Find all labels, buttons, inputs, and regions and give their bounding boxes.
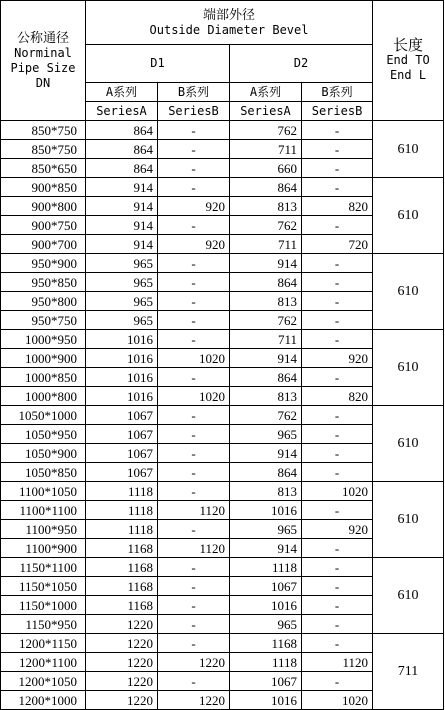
cell-d2-series-a: 914 bbox=[230, 254, 302, 273]
header-dn-cn: 公称通径 bbox=[16, 30, 69, 46]
cell-length: 711 bbox=[373, 634, 444, 710]
cell-d1-series-a: 965 bbox=[86, 254, 158, 273]
cell-d2-series-a: 813 bbox=[230, 387, 302, 406]
cell-d1-series-a: 864 bbox=[86, 121, 158, 140]
cell-d1-series-a: 1067 bbox=[86, 463, 158, 482]
table-row bbox=[1, 406, 444, 425]
cell-d2-series-b: - bbox=[302, 273, 373, 292]
cell-dn: 1000*850 bbox=[1, 368, 86, 387]
cell-length: 610 bbox=[373, 558, 444, 634]
cell-dn: 1050*950 bbox=[1, 425, 86, 444]
cell-d1-series-a: 1067 bbox=[86, 444, 158, 463]
table-row bbox=[1, 634, 444, 653]
cell-length: 610 bbox=[373, 121, 444, 178]
cell-d1-series-b: - bbox=[158, 577, 230, 596]
cell-d1-series-b: - bbox=[158, 596, 230, 615]
cell-d1-series-a: 864 bbox=[86, 159, 158, 178]
header-outside-diameter bbox=[86, 1, 373, 45]
cell-d2-series-b: 720 bbox=[302, 235, 373, 254]
cell-d1-series-b: - bbox=[158, 216, 230, 235]
cell-dn: 1100*900 bbox=[1, 539, 86, 558]
cell-dn: 1150*1100 bbox=[1, 558, 86, 577]
header-nominal-pipe-size bbox=[1, 1, 86, 121]
cell-d2-series-a: 1168 bbox=[230, 634, 302, 653]
cell-d1-series-b: - bbox=[158, 159, 230, 178]
cell-d1-series-b: - bbox=[158, 292, 230, 311]
header-dn-en1: Norminal bbox=[14, 45, 72, 60]
cell-dn: 1050*850 bbox=[1, 463, 86, 482]
cell-dn: 1200*1150 bbox=[1, 634, 86, 653]
cell-d1-series-b: - bbox=[158, 634, 230, 653]
cell-d1-series-a: 1168 bbox=[86, 558, 158, 577]
cell-d2-series-b: - bbox=[302, 330, 373, 349]
cell-d2-series-a: 914 bbox=[230, 349, 302, 368]
cell-d2-series-b: - bbox=[302, 444, 373, 463]
cell-dn: 950*750 bbox=[1, 311, 86, 330]
cell-d2-series-b: - bbox=[302, 596, 373, 615]
cell-dn: 1200*1050 bbox=[1, 672, 86, 691]
cell-d1-series-b: - bbox=[158, 121, 230, 140]
cell-dn: 900*750 bbox=[1, 216, 86, 235]
cell-d2-series-a: 965 bbox=[230, 520, 302, 539]
cell-d1-series-b: 920 bbox=[158, 235, 230, 254]
cell-d2-series-a: 762 bbox=[230, 406, 302, 425]
cell-d1-series-a: 1168 bbox=[86, 539, 158, 558]
cell-d2-series-b: - bbox=[302, 501, 373, 520]
cell-d1-series-a: 1016 bbox=[86, 387, 158, 406]
cell-dn: 1000*950 bbox=[1, 330, 86, 349]
header-d2-series-b-cn: B系列 bbox=[302, 83, 373, 102]
cell-dn: 1100*1050 bbox=[1, 482, 86, 501]
cell-d1-series-b: - bbox=[158, 368, 230, 387]
cell-d2-series-b: - bbox=[302, 159, 373, 178]
cell-d1-series-b: - bbox=[158, 254, 230, 273]
cell-d2-series-b: - bbox=[302, 216, 373, 235]
table-row bbox=[1, 330, 444, 349]
cell-d2-series-a: 711 bbox=[230, 235, 302, 254]
cell-d1-series-a: 1220 bbox=[86, 653, 158, 672]
header-outside-cn: 端部外径 bbox=[203, 7, 256, 23]
cell-d2-series-a: 1016 bbox=[230, 596, 302, 615]
header-length-en1: End TO bbox=[386, 53, 430, 67]
cell-dn: 850*750 bbox=[1, 140, 86, 159]
cell-d2-series-a: 864 bbox=[230, 273, 302, 292]
cell-dn: 950*900 bbox=[1, 254, 86, 273]
cell-d1-series-b: - bbox=[158, 425, 230, 444]
cell-d1-series-a: 1067 bbox=[86, 406, 158, 425]
cell-d2-series-b: - bbox=[302, 254, 373, 273]
cell-d2-series-b: - bbox=[302, 292, 373, 311]
cell-d2-series-b: 920 bbox=[302, 349, 373, 368]
cell-d2-series-b: - bbox=[302, 558, 373, 577]
cell-d2-series-a: 1067 bbox=[230, 577, 302, 596]
cell-d2-series-b: - bbox=[302, 406, 373, 425]
cell-dn: 900*850 bbox=[1, 178, 86, 197]
cell-d1-series-b: - bbox=[158, 520, 230, 539]
cell-d1-series-a: 1118 bbox=[86, 520, 158, 539]
cell-dn: 850*650 bbox=[1, 159, 86, 178]
cell-d1-series-a: 1220 bbox=[86, 634, 158, 653]
cell-dn: 1150*1050 bbox=[1, 577, 86, 596]
table-row bbox=[1, 178, 444, 197]
cell-d1-series-b: - bbox=[158, 140, 230, 159]
cell-d1-series-b: 920 bbox=[158, 197, 230, 216]
cell-d2-series-b: 1120 bbox=[302, 653, 373, 672]
cell-dn: 900*700 bbox=[1, 235, 86, 254]
cell-dn: 1000*900 bbox=[1, 349, 86, 368]
header-length bbox=[373, 1, 444, 121]
cell-d1-series-a: 1168 bbox=[86, 596, 158, 615]
cell-d2-series-a: 864 bbox=[230, 368, 302, 387]
header-d2: D2 bbox=[230, 45, 373, 83]
cell-d2-series-a: 965 bbox=[230, 615, 302, 634]
cell-d2-series-b: 820 bbox=[302, 387, 373, 406]
cell-d2-series-a: 864 bbox=[230, 178, 302, 197]
cell-d2-series-a: 1118 bbox=[230, 653, 302, 672]
cell-d2-series-a: 813 bbox=[230, 197, 302, 216]
cell-d2-series-b: 920 bbox=[302, 520, 373, 539]
table-row bbox=[1, 121, 444, 140]
cell-d1-series-a: 965 bbox=[86, 311, 158, 330]
cell-d2-series-a: 1016 bbox=[230, 501, 302, 520]
header-length-cn: 长度 bbox=[393, 36, 424, 54]
cell-d2-series-a: 762 bbox=[230, 311, 302, 330]
cell-d2-series-b: 820 bbox=[302, 197, 373, 216]
cell-dn: 1050*1000 bbox=[1, 406, 86, 425]
cell-d2-series-b: - bbox=[302, 539, 373, 558]
cell-d2-series-a: 762 bbox=[230, 121, 302, 140]
cell-d1-series-a: 1220 bbox=[86, 691, 158, 710]
cell-d1-series-a: 1118 bbox=[86, 482, 158, 501]
cell-d1-series-a: 1067 bbox=[86, 425, 158, 444]
cell-d1-series-b: - bbox=[158, 444, 230, 463]
cell-dn: 1050*900 bbox=[1, 444, 86, 463]
header-d1-series-b-en: SeriesB bbox=[158, 102, 230, 121]
cell-d2-series-b: 1020 bbox=[302, 691, 373, 710]
cell-d2-series-a: 660 bbox=[230, 159, 302, 178]
cell-d2-series-b: - bbox=[302, 121, 373, 140]
cell-d2-series-b: - bbox=[302, 672, 373, 691]
cell-d1-series-b: - bbox=[158, 273, 230, 292]
cell-d1-series-a: 1168 bbox=[86, 577, 158, 596]
cell-d1-series-a: 914 bbox=[86, 235, 158, 254]
header-dn-en2: Pipe Size bbox=[10, 60, 76, 75]
cell-d1-series-a: 864 bbox=[86, 140, 158, 159]
cell-d2-series-a: 914 bbox=[230, 539, 302, 558]
cell-d2-series-b: - bbox=[302, 311, 373, 330]
cell-d2-series-b: - bbox=[302, 425, 373, 444]
cell-d1-series-a: 1016 bbox=[86, 349, 158, 368]
cell-d2-series-a: 1067 bbox=[230, 672, 302, 691]
header-d2-series-a-cn: A系列 bbox=[230, 83, 302, 102]
cell-d1-series-a: 965 bbox=[86, 292, 158, 311]
cell-d2-series-b: - bbox=[302, 368, 373, 387]
cell-dn: 1150*950 bbox=[1, 615, 86, 634]
cell-d1-series-b: - bbox=[158, 463, 230, 482]
cell-d1-series-a: 1016 bbox=[86, 330, 158, 349]
cell-d1-series-a: 1220 bbox=[86, 615, 158, 634]
cell-d2-series-a: 1016 bbox=[230, 691, 302, 710]
cell-d2-series-a: 711 bbox=[230, 140, 302, 159]
cell-length: 610 bbox=[373, 178, 444, 254]
header-d1-series-a-cn: A系列 bbox=[86, 83, 158, 102]
cell-d1-series-b: - bbox=[158, 672, 230, 691]
cell-d1-series-a: 1016 bbox=[86, 368, 158, 387]
header-d2-series-b-en: SeriesB bbox=[302, 102, 373, 121]
cell-d2-series-b: - bbox=[302, 178, 373, 197]
cell-d2-series-b: - bbox=[302, 140, 373, 159]
cell-dn: 1150*1000 bbox=[1, 596, 86, 615]
cell-d1-series-b: 1020 bbox=[158, 349, 230, 368]
header-dn-en3: DN bbox=[35, 75, 51, 90]
cell-d2-series-a: 711 bbox=[230, 330, 302, 349]
cell-d2-series-a: 813 bbox=[230, 482, 302, 501]
header-d1-series-b-cn: B系列 bbox=[158, 83, 230, 102]
header-outside-en: Outside Diameter Bevel bbox=[149, 22, 309, 37]
cell-d2-series-b: - bbox=[302, 615, 373, 634]
cell-dn: 1200*1100 bbox=[1, 653, 86, 672]
table-row bbox=[1, 558, 444, 577]
cell-d1-series-b: 1220 bbox=[158, 653, 230, 672]
header-d1-series-a-en: SeriesA bbox=[86, 102, 158, 121]
cell-d2-series-a: 1118 bbox=[230, 558, 302, 577]
cell-d2-series-a: 864 bbox=[230, 463, 302, 482]
cell-d1-series-b: 1220 bbox=[158, 691, 230, 710]
cell-length: 610 bbox=[373, 330, 444, 406]
cell-length: 610 bbox=[373, 406, 444, 482]
cell-d1-series-b: - bbox=[158, 406, 230, 425]
cell-d1-series-a: 914 bbox=[86, 178, 158, 197]
table-row bbox=[1, 482, 444, 501]
cell-d1-series-b: - bbox=[158, 178, 230, 197]
cell-d2-series-a: 965 bbox=[230, 425, 302, 444]
header-d2-series-a-en: SeriesA bbox=[230, 102, 302, 121]
table-row bbox=[1, 254, 444, 273]
header-d1: D1 bbox=[86, 45, 230, 83]
cell-dn: 900*800 bbox=[1, 197, 86, 216]
cell-d1-series-b: 1120 bbox=[158, 539, 230, 558]
cell-d2-series-a: 762 bbox=[230, 216, 302, 235]
cell-d1-series-a: 1220 bbox=[86, 672, 158, 691]
cell-d1-series-b: 1120 bbox=[158, 501, 230, 520]
cell-d2-series-a: 914 bbox=[230, 444, 302, 463]
cell-dn: 1200*1000 bbox=[1, 691, 86, 710]
cell-d1-series-b: - bbox=[158, 482, 230, 501]
cell-dn: 1100*1100 bbox=[1, 501, 86, 520]
cell-dn: 850*750 bbox=[1, 121, 86, 140]
header-length-en2: End L bbox=[389, 68, 427, 82]
cell-dn: 1100*950 bbox=[1, 520, 86, 539]
cell-dn: 950*850 bbox=[1, 273, 86, 292]
cell-dn: 950*800 bbox=[1, 292, 86, 311]
cell-d2-series-b: - bbox=[302, 577, 373, 596]
cell-d2-series-a: 813 bbox=[230, 292, 302, 311]
cell-d2-series-b: 1020 bbox=[302, 482, 373, 501]
cell-d1-series-a: 914 bbox=[86, 197, 158, 216]
cell-d1-series-a: 1118 bbox=[86, 501, 158, 520]
cell-d1-series-b: 1020 bbox=[158, 387, 230, 406]
cell-d1-series-b: - bbox=[158, 330, 230, 349]
cell-d2-series-b: - bbox=[302, 463, 373, 482]
cell-length: 610 bbox=[373, 482, 444, 558]
cell-d1-series-b: - bbox=[158, 311, 230, 330]
cell-dn: 1000*800 bbox=[1, 387, 86, 406]
cell-d1-series-a: 965 bbox=[86, 273, 158, 292]
cell-d1-series-b: - bbox=[158, 615, 230, 634]
cell-length: 610 bbox=[373, 254, 444, 330]
cell-d1-series-a: 914 bbox=[86, 216, 158, 235]
cell-d2-series-b: - bbox=[302, 634, 373, 653]
cell-d1-series-b: - bbox=[158, 558, 230, 577]
